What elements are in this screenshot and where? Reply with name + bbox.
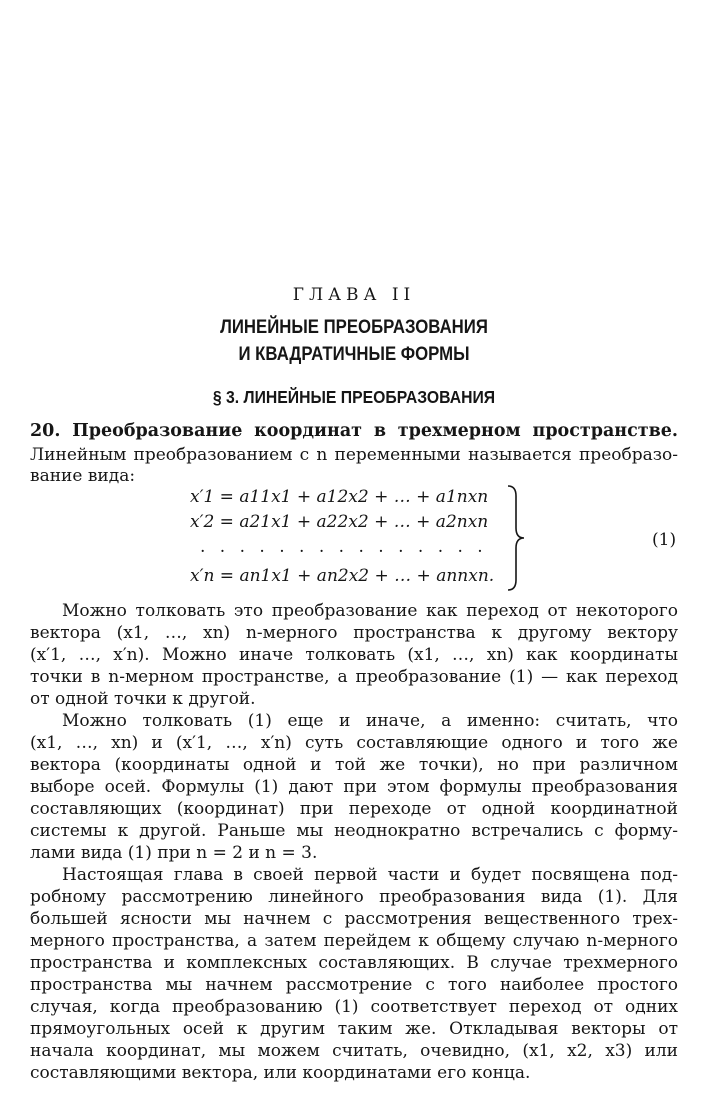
paragraph-line: мерного пространства, а затем перейдем к общему случаю n-мерного xyxy=(30,931,678,951)
paragraph-line: большей ясности мы начнем с рассмотрения вещественного трех- xyxy=(30,909,678,929)
section-heading: § 3. ЛИНЕЙНЫЕ ПРЕОБРАЗОВАНИЯ xyxy=(212,387,496,407)
paragraph-line: случая, когда преобразованию (1) соответствует переход от одних xyxy=(30,997,678,1017)
paragraph-line: Настоящая глава в своей первой части и будет посвящена под- xyxy=(62,865,678,885)
subsection-heading: 20. Преобразование координат в трехмерном пространстве. xyxy=(30,421,678,441)
paragraph-line: Можно толковать это преобразование как переход от некоторого xyxy=(62,601,678,621)
chapter-title-line-1: ЛИНЕЙНЫЕ ПРЕОБРАЗОВАНИЯ xyxy=(220,316,488,338)
equation-line: x′2 = a21x1 + a22x2 + … + a2nxn xyxy=(190,512,489,532)
paragraph-line: (x1, …, xn) и (x′1, …, x′n) суть составляющие одного и того же xyxy=(30,733,678,753)
paragraph-line: системы к другой. Раньше мы неоднократно встречались с форму- xyxy=(30,821,678,841)
intro-line: вание вида: xyxy=(30,466,136,486)
paragraph-line: начала координат, мы можем считать, очевидно, (x1, x2, x3) или xyxy=(30,1041,678,1061)
paragraph-line: прямоугольных осей к другим таким же. Откладывая векторы от xyxy=(30,1019,678,1039)
paragraph-line: робному рассмотрению линейного преобразования вида (1). Для xyxy=(30,887,678,907)
equation-line: x′1 = a11x1 + a12x2 + … + a1nxn xyxy=(190,487,489,507)
intro-line: Линейным преобразованием с n переменными называется преобразо- xyxy=(30,445,678,465)
equation-line: x′n = an1x1 + an2x2 + … + annxn. xyxy=(190,566,495,586)
right-brace-icon xyxy=(506,484,526,592)
paragraph-line: (x′1, …, x′n). Можно иначе толковать (x1, …, xn) как координаты xyxy=(30,645,678,665)
paragraph-line: составляющими вектора, или координатами его конца. xyxy=(30,1063,531,1083)
paragraph-line: лами вида (1) при n = 2 и n = 3. xyxy=(30,843,318,863)
paragraph-line: составляющих (координат) при переходе от одной координатной xyxy=(30,799,678,819)
chapter-title-line-2: И КВАДРАТИЧНЫЕ ФОРМЫ xyxy=(238,343,470,365)
chapter-label: ГЛАВА II xyxy=(292,285,416,305)
paragraph-line: пространства и комплексных составляющих. В случае трехмерного xyxy=(30,953,678,973)
paragraph-line: выборе осей. Формулы (1) дают при этом формулы преобразования xyxy=(30,777,678,797)
paragraph-line: Можно толковать (1) еще и иначе, а именно: считать, что xyxy=(62,711,678,731)
paragraph-line: вектора (x1, …, xn) n-мерного пространства к другому вектору xyxy=(30,623,678,643)
paragraph-line: точки в n-мерном пространстве, а преобразование (1) — как переход xyxy=(30,667,678,687)
equation-ellipsis-row: . . . . . . . . . . . . . . . xyxy=(200,537,488,557)
paragraph-line: от одной точки к другой. xyxy=(30,689,256,709)
paragraph-line: вектора (координаты одной и той же точки), но при различном xyxy=(30,755,678,775)
equation-number: (1) xyxy=(652,530,677,550)
paragraph-line: пространства мы начнем рассмотрение с того наиболее простого xyxy=(30,975,678,995)
